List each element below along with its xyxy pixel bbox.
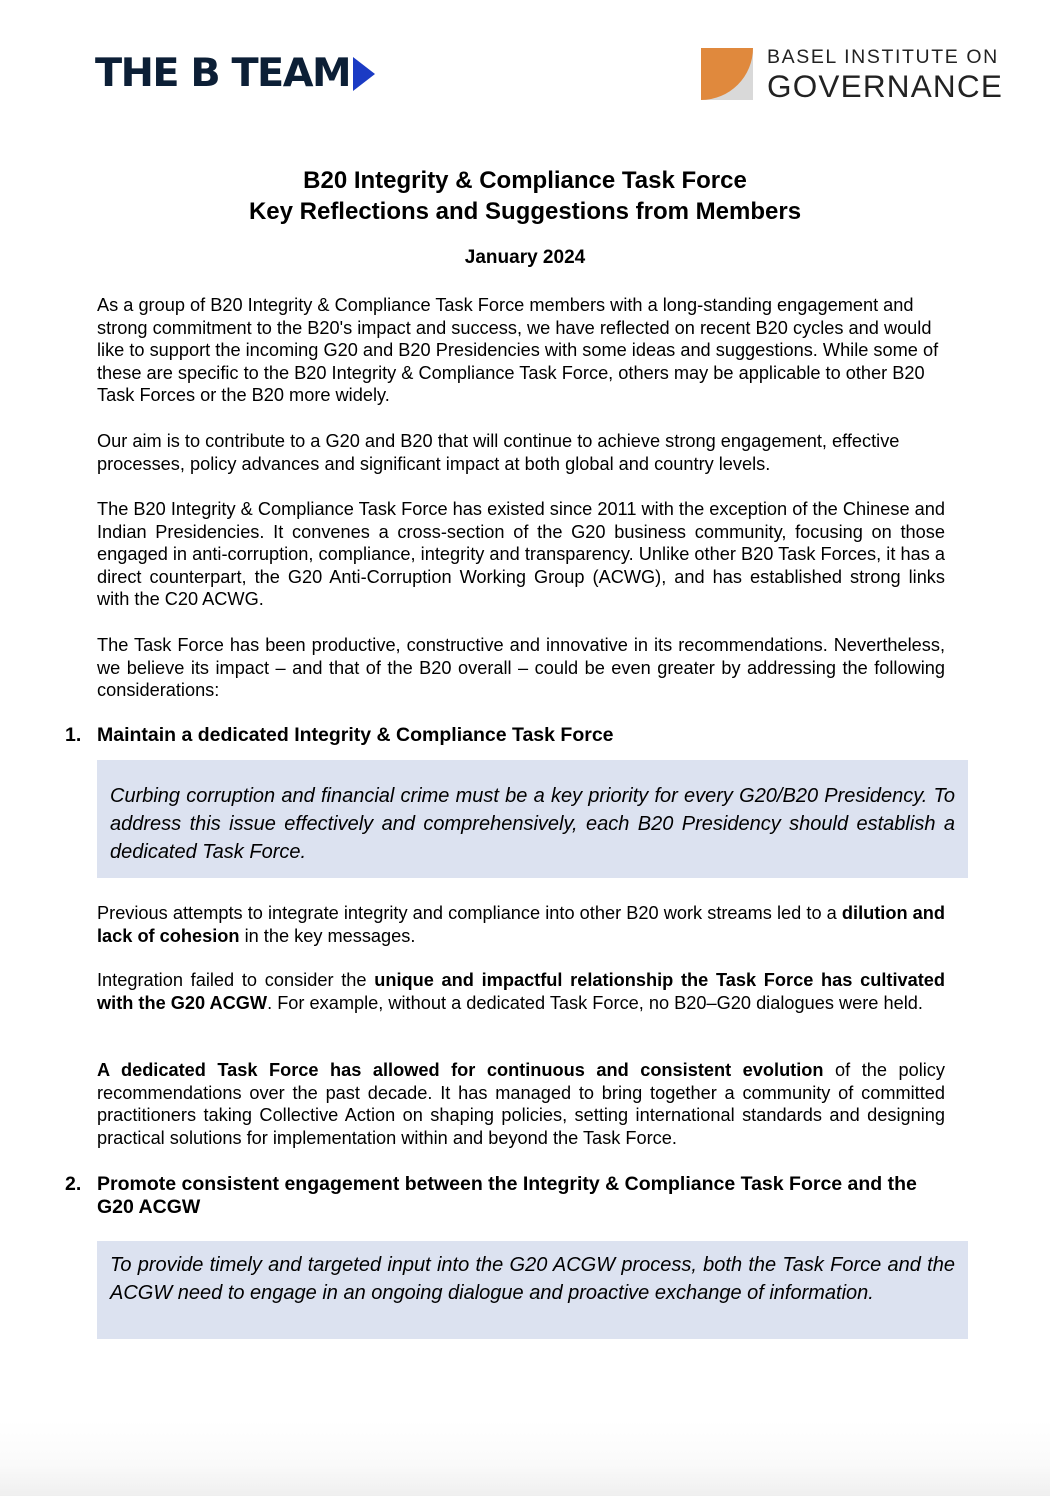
text-run: Integration failed to consider the (97, 970, 375, 990)
intro-paragraph-4: The Task Force has been productive, constructive and innovative in its recommendations. Nevertheless, we believe its impact – and that of the B20 overall – could be even greater by addressing the following considerations: (97, 635, 945, 701)
intro-paragraph-2: Our aim is to contribute to a G20 and B20 that will continue to achieve strong engagement, effective processes, policy advances and significant impact at both global and country levels. (97, 431, 900, 474)
text-run: of the policy recommendations over the past decade. It has managed to bring together a community of committed practitioners taking Collective Action on shaping policies, setting international standards and designing practical solutions for implementation within and beyond the Task Force. (97, 1060, 945, 1148)
section-1-title: Maintain a dedicated Integrity & Compliance Task Force (97, 724, 614, 746)
play-triangle-icon (353, 57, 375, 91)
section-1-paragraph-2 (97, 969, 945, 1014)
section-1-heading (65, 724, 945, 747)
section-2-callout (97, 1241, 968, 1339)
basel-wordmark (767, 48, 1003, 102)
the-b-team-wordmark: THE B TEAM (95, 51, 351, 96)
title-line-2: Key Reflections and Suggestions from Members (248, 198, 802, 225)
intro-paragraph-3: The B20 Integrity & Compliance Task Force has existed since 2011 with the exception of the Chinese and Indian Presidencies. It convenes a cross-section of the G20 business community, focusing on those engaged in anti-corruption, compliance, integrity and transparency. Unlike other B20 Task Forces, it has a direct counterpart, the G20 Anti-Corruption Working Group (ACWG), and has established strong links with the C20 ACWG. (97, 499, 945, 610)
title-line-1: B20 Integrity & Compliance Task Force (303, 167, 747, 194)
section-2-heading (65, 1173, 945, 1219)
bold-text-run: A dedicated Task Force has allowed for continuous and consistent evolution (97, 1060, 824, 1080)
section-1-paragraph-3 (97, 1059, 945, 1149)
bold-text-run: dilution and lack of cohesion (97, 903, 946, 946)
text-run: . For example, without a dedicated Task Force, no B20–G20 dialogues were held. (267, 992, 923, 1013)
section-1-number: 1. (65, 724, 82, 746)
section-2-title: Promote consistent engagement between the Integrity & Compliance Task Force and the G20 ACGW (97, 1173, 917, 1218)
text-run: Previous attempts to integrate integrity and compliance into other B20 work streams led to a (97, 903, 842, 923)
quarter-circle-mark-icon (701, 48, 753, 100)
basel-wordmark-line1: BASEL INSTITUTE ON (767, 46, 999, 68)
bold-text-run: unique and impactful relationship the Task Force has cultivated with the G20 ACGW (97, 970, 946, 1013)
section-2-callout-text: To provide timely and targeted input into the G20 ACGW process, both the Task Force and the ACGW need to engage in an ongoing dialogue and proactive exchange of information. (110, 1254, 955, 1304)
section-2-number: 2. (65, 1173, 82, 1195)
the-b-team-logo (95, 51, 375, 96)
basel-wordmark-line2: GOVERNANCE (767, 68, 1004, 104)
document-date: January 2024 (464, 247, 586, 268)
intro-paragraph-1: As a group of B20 Integrity & Compliance Task Force members with a long-standing engagement and strong commitment to the B20's impact and success, we have reflected on recent B20 cycles and would like to support the incoming G20 and B20 Presidencies with some ideas and suggestions. While some of these are specific to the B20 Integrity & Compliance Task Force, others may be applicable to other B20 Task Forces or the B20 more widely. (97, 295, 939, 406)
section-1-paragraph-1 (97, 902, 945, 947)
document-title (0, 165, 1050, 227)
section-1-callout (97, 760, 968, 878)
basel-institute-logo (701, 48, 1003, 102)
text-run: in the key messages. (239, 925, 416, 946)
section-1-callout-text: Curbing corruption and financial crime must be a key priority for every G20/B20 Presidency. To address this issue effectively and comprehensively, each B20 Presidency should establish a dedicated Task Force. (110, 785, 955, 863)
